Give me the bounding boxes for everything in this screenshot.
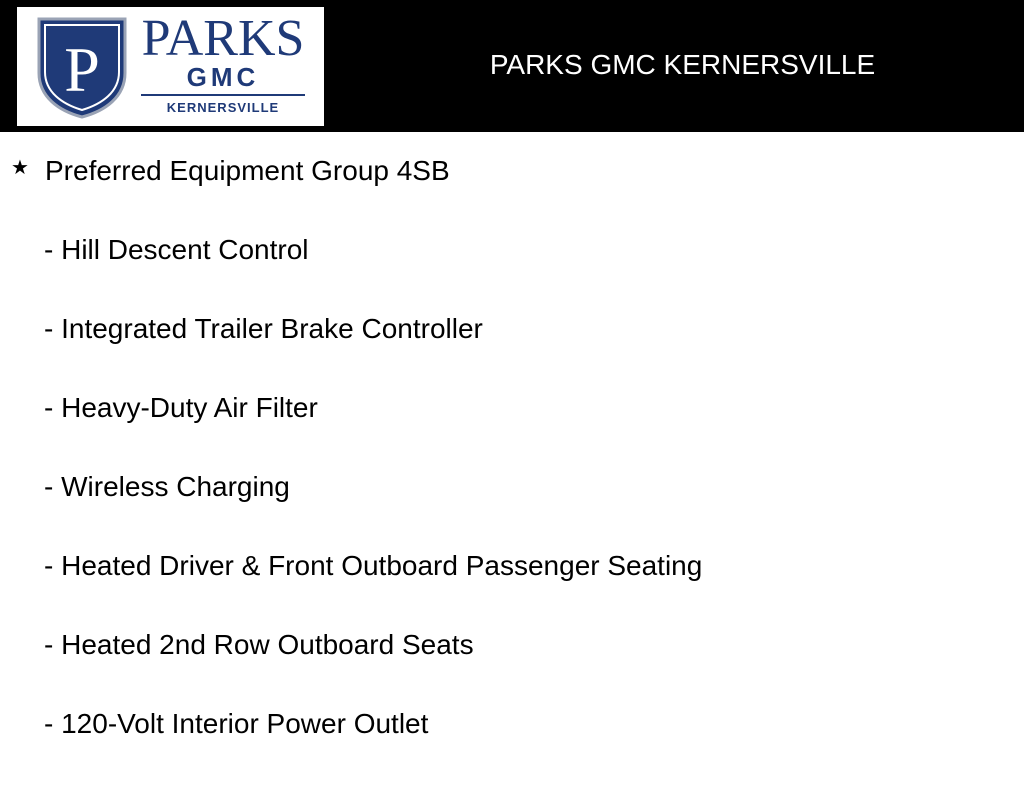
header-bar bbox=[0, 0, 1024, 132]
dealer-logo bbox=[17, 7, 324, 126]
logo-location-text: KERNERSVILLE bbox=[166, 100, 280, 115]
equipment-content bbox=[0, 132, 1024, 768]
group-title: Preferred Equipment Group 4SB bbox=[45, 155, 450, 186]
feature-item: - Integrated Trailer Brake Controller bbox=[44, 313, 483, 344]
shield-logo-icon bbox=[35, 15, 129, 119]
feature-item: - Heavy-Duty Air Filter bbox=[44, 392, 318, 423]
equipment-group-heading bbox=[0, 154, 1024, 190]
feature-item: - Hill Descent Control bbox=[44, 234, 309, 265]
dealer-name: PARKS GMC KERNERSVILLE bbox=[489, 49, 876, 80]
feature-item: - Heated 2nd Row Outboard Seats bbox=[44, 629, 474, 660]
feature-list bbox=[44, 233, 702, 786]
feature-item: - Wireless Charging bbox=[44, 471, 290, 502]
feature-item: - 120-Volt Interior Power Outlet bbox=[44, 708, 429, 739]
feature-item: - Heated Driver & Front Outboard Passenger Seating bbox=[44, 550, 703, 581]
logo-brand-text: PARKS bbox=[141, 10, 305, 67]
logo-make-text: GMC bbox=[186, 62, 260, 92]
logo-divider bbox=[141, 94, 305, 96]
logo-letter: P bbox=[64, 34, 100, 105]
star-icon: ★ bbox=[11, 157, 29, 179]
